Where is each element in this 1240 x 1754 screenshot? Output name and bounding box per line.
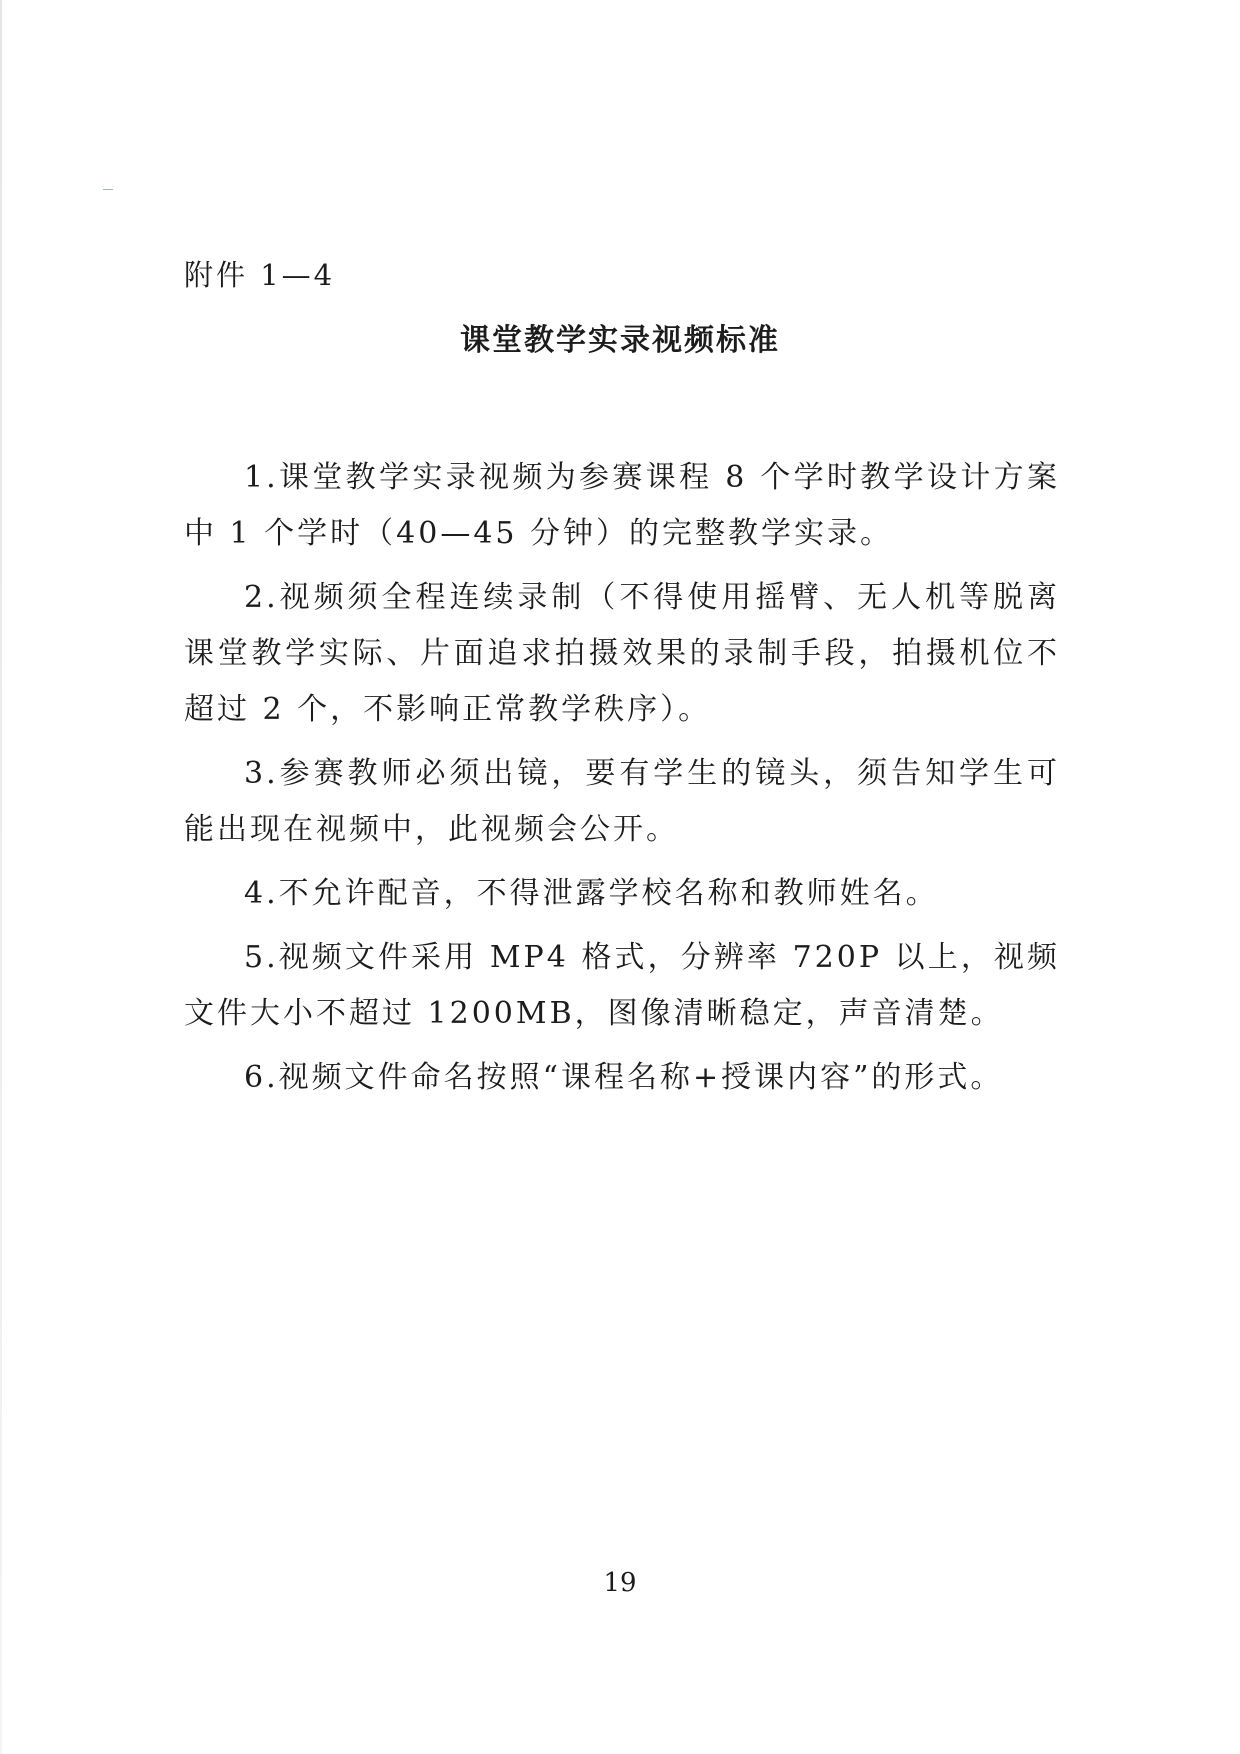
paragraph-3: 3.参赛教师必须出镜，要有学生的镜头，须告知学生可能出现在视频中，此视频会公开。 [184, 756, 1060, 847]
paragraph-6: 6.视频文件命名按照“课程名称+授课内容”的形式。 [244, 1060, 1004, 1095]
document-title: 课堂教学实录视频标准 [460, 323, 780, 358]
paragraph-5: 5.视频文件采用 MP4 格式，分辨率 720P 以上，视频文件大小不超过 1200MB，图像清晰稳定，声音清楚。 [184, 940, 1060, 1031]
attachment-label: 附件 1—4 [184, 258, 336, 292]
paragraph-2: 2.视频须全程连续录制（不得使用摇臂、无人机等脱离课堂教学实际、片面追求拍摄效果的录制手段，拍摄机位不超过 2 个，不影响正常教学秩序）。 [184, 580, 1060, 727]
paragraph-4: 4.不允许配音，不得泄露学校名称和教师姓名。 [244, 876, 939, 911]
page-number: 19 [603, 1568, 637, 1598]
document-body [184, 450, 1060, 1114]
paragraph-1: 1.课堂教学实录视频为参赛课程 8 个学时教学设计方案中 1 个学时（40—45 分钟）的完整教学实录。 [184, 460, 1060, 551]
scan-edge-line [0, 0, 2, 1754]
scan-mark [103, 189, 113, 190]
